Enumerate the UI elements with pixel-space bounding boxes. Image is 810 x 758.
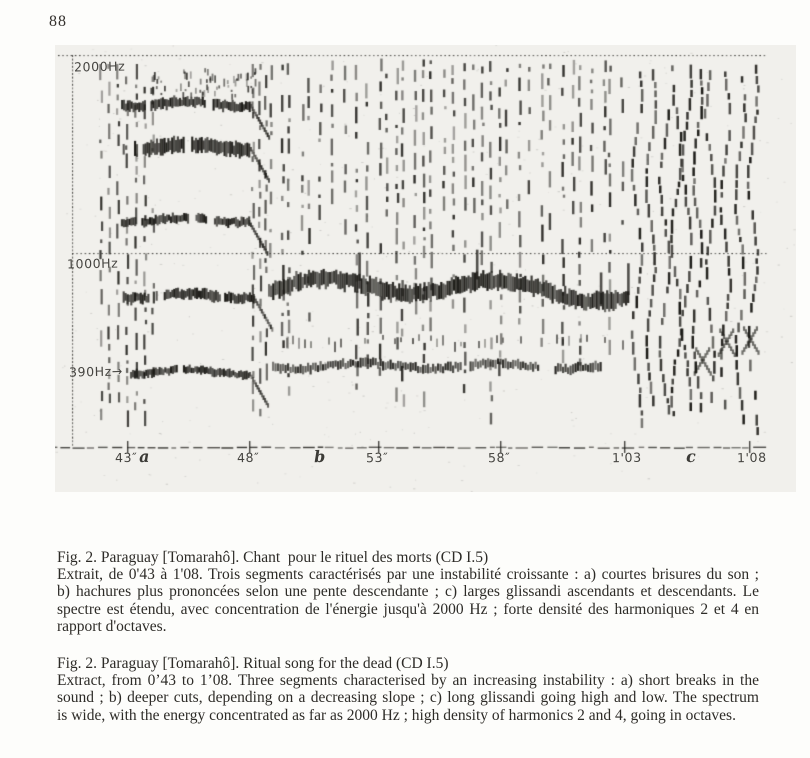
spectrogram-canvas	[55, 45, 796, 492]
caption-french	[57, 549, 759, 635]
caption-english-title: Fig. 2. Paraguay [Tomarahô]. Ritual song for the dead (CD I.5)	[57, 655, 449, 672]
page-number: 88	[49, 13, 67, 30]
caption-english	[57, 655, 759, 724]
caption-french-line: rapport d'octaves.	[57, 617, 167, 635]
caption-french-line: Extrait, de 0'43 à 1'08. Trois segments caractérisés par une instabilité croissante : a) courtes brisures du son ;	[57, 566, 759, 584]
caption-french-title: Fig. 2. Paraguay [Tomarahô]. Chant pour le rituel des morts (CD I.5)	[57, 549, 489, 566]
caption-english-line: Extract, from 0’43 to 1’08. Three segments characterised by an increasing instability : a) short breaks in the	[57, 672, 759, 690]
freq-label-1000: 1000Hz	[66, 255, 119, 272]
caption-french-line: b) hachures plus prononcées selon une pente descendante ; c) larges glissandi ascendants et descendants. Le	[57, 583, 759, 601]
time-tick-label: 1'08	[736, 449, 767, 466]
caption-french-line: spectre est étendu, avec concentration de l'énergie jusqu'à 2000 Hz ; forte densité des harmoniques 2 et 4 en	[57, 600, 759, 618]
time-tick-label: 48″	[236, 449, 260, 466]
caption-english-line: is wide, with the energy concentrated as far as 2000 Hz ; high density of harmonics 2 and 4, going in octaves.	[57, 706, 736, 724]
freq-label-2000: 2000Hz	[73, 58, 126, 75]
time-tick-label: 53″	[365, 449, 389, 466]
section-marker-c: c	[685, 446, 697, 467]
sonagram-figure	[55, 45, 796, 492]
section-marker-a: a	[138, 446, 150, 467]
freq-label-390: 390Hz→	[68, 363, 124, 380]
time-tick-label: 43″	[114, 449, 138, 466]
caption-english-line: sound ; b) deeper cuts, depending on a decreasing slope ; c) long glissandi going high and low. The spectrum	[57, 689, 759, 707]
time-tick-label: 1'03	[611, 449, 642, 466]
time-tick-label: 58″	[487, 449, 511, 466]
section-marker-b: b	[313, 446, 326, 467]
